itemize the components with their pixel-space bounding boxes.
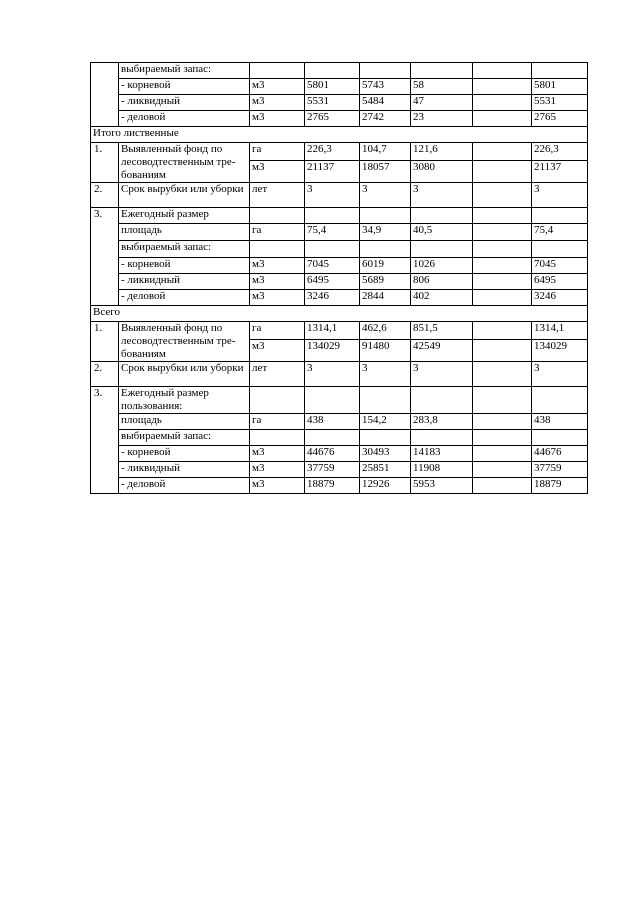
value-cell: [532, 63, 588, 79]
value-cell: 851,5: [411, 322, 473, 340]
value-cell: 75,4: [532, 224, 588, 241]
value-cell: 283,8: [411, 414, 473, 430]
value-cell: 438: [305, 414, 360, 430]
value-cell: 6495: [305, 274, 360, 290]
table-row: [91, 95, 588, 111]
value-cell: 462,6: [360, 322, 411, 340]
unit-cell: м3: [250, 258, 305, 274]
value-cell: [411, 387, 473, 414]
value-cell: 6495: [532, 274, 588, 290]
value-cell: 25851: [360, 462, 411, 478]
value-cell: [473, 478, 532, 494]
item-number: 2.: [91, 183, 119, 208]
unit-cell: м3: [250, 111, 305, 127]
unit-cell: [250, 430, 305, 446]
value-cell: 438: [532, 414, 588, 430]
value-cell: [473, 258, 532, 274]
value-cell: 3: [532, 183, 588, 208]
item-number: [91, 63, 119, 127]
unit-cell: га: [250, 143, 305, 161]
unit-cell: м3: [250, 446, 305, 462]
section-header: Итого лиственные: [91, 127, 588, 143]
value-cell: 44676: [305, 446, 360, 462]
indicator-label: площадь: [119, 224, 250, 241]
table-row: [91, 478, 588, 494]
value-cell: [411, 241, 473, 258]
value-cell: 37759: [305, 462, 360, 478]
value-cell: [473, 430, 532, 446]
indicator-label: Ежегодный размер: [119, 208, 250, 224]
value-cell: 2742: [360, 111, 411, 127]
value-cell: [473, 95, 532, 111]
unit-cell: [250, 387, 305, 414]
value-cell: 30493: [360, 446, 411, 462]
value-cell: 11908: [411, 462, 473, 478]
value-cell: 18057: [360, 161, 411, 183]
value-cell: [360, 241, 411, 258]
indicator-label: - деловой: [119, 478, 250, 494]
value-cell: 1026: [411, 258, 473, 274]
indicator-label: - ликвидный: [119, 462, 250, 478]
value-cell: 1314,1: [305, 322, 360, 340]
item-number: 1.: [91, 322, 119, 362]
table-row: [91, 183, 588, 208]
unit-cell: лет: [250, 362, 305, 387]
table-row: [91, 143, 588, 161]
value-cell: [532, 208, 588, 224]
value-cell: 6019: [360, 258, 411, 274]
unit-cell: га: [250, 322, 305, 340]
indicator-label: - деловой: [119, 111, 250, 127]
indicator-label: Ежегодный размер пользования:: [119, 387, 250, 414]
value-cell: 3: [305, 362, 360, 387]
value-cell: 18879: [305, 478, 360, 494]
value-cell: 37759: [532, 462, 588, 478]
unit-cell: м3: [250, 274, 305, 290]
value-cell: [305, 208, 360, 224]
value-cell: 18879: [532, 478, 588, 494]
unit-cell: м3: [250, 161, 305, 183]
value-cell: [473, 79, 532, 95]
indicator-label: - ликвидный: [119, 95, 250, 111]
value-cell: 75,4: [305, 224, 360, 241]
table-row: [91, 127, 588, 143]
table-row: [91, 290, 588, 306]
value-cell: 5531: [305, 95, 360, 111]
value-cell: 134029: [305, 340, 360, 362]
table-row: [91, 224, 588, 241]
value-cell: 7045: [305, 258, 360, 274]
value-cell: 5484: [360, 95, 411, 111]
value-cell: 5801: [305, 79, 360, 95]
unit-cell: м3: [250, 478, 305, 494]
value-cell: 21137: [532, 161, 588, 183]
value-cell: [473, 414, 532, 430]
table-row: [91, 63, 588, 79]
value-cell: 5689: [360, 274, 411, 290]
indicator-label: - ликвидный: [119, 274, 250, 290]
value-cell: [360, 430, 411, 446]
forest-fund-table: [90, 62, 588, 494]
unit-cell: [250, 63, 305, 79]
value-cell: [473, 322, 532, 340]
value-cell: 154,2: [360, 414, 411, 430]
value-cell: [473, 208, 532, 224]
indicator-label: площадь: [119, 414, 250, 430]
value-cell: 3080: [411, 161, 473, 183]
value-cell: 42549: [411, 340, 473, 362]
value-cell: 58: [411, 79, 473, 95]
value-cell: 1314,1: [532, 322, 588, 340]
unit-cell: [250, 241, 305, 258]
unit-cell: м3: [250, 79, 305, 95]
value-cell: [532, 241, 588, 258]
value-cell: [532, 430, 588, 446]
indicator-label: Срок вырубки или уборки: [119, 362, 250, 387]
unit-cell: м3: [250, 340, 305, 362]
value-cell: 44676: [532, 446, 588, 462]
value-cell: 5531: [532, 95, 588, 111]
value-cell: [473, 183, 532, 208]
value-cell: 7045: [532, 258, 588, 274]
value-cell: 134029: [532, 340, 588, 362]
table-row: [91, 414, 588, 430]
indicator-label: - корневой: [119, 258, 250, 274]
indicator-label: выбираемый запас:: [119, 63, 250, 79]
value-cell: 5743: [360, 79, 411, 95]
unit-cell: лет: [250, 183, 305, 208]
value-cell: [411, 208, 473, 224]
value-cell: 14183: [411, 446, 473, 462]
value-cell: 2765: [305, 111, 360, 127]
unit-cell: га: [250, 414, 305, 430]
value-cell: 3: [305, 183, 360, 208]
item-number: 1.: [91, 143, 119, 183]
value-cell: [532, 387, 588, 414]
value-cell: [360, 387, 411, 414]
value-cell: 806: [411, 274, 473, 290]
indicator-label: - корневой: [119, 79, 250, 95]
table-row: [91, 446, 588, 462]
table-row: [91, 274, 588, 290]
value-cell: [360, 208, 411, 224]
value-cell: 12926: [360, 478, 411, 494]
table-row: [91, 387, 588, 414]
table-row: [91, 111, 588, 127]
value-cell: 47: [411, 95, 473, 111]
value-cell: 3: [411, 183, 473, 208]
table-row: [91, 462, 588, 478]
value-cell: [473, 340, 532, 362]
value-cell: [473, 241, 532, 258]
table-row: [91, 208, 588, 224]
value-cell: 91480: [360, 340, 411, 362]
value-cell: [305, 241, 360, 258]
value-cell: 5801: [532, 79, 588, 95]
value-cell: [411, 63, 473, 79]
unit-cell: м3: [250, 290, 305, 306]
value-cell: 2765: [532, 111, 588, 127]
value-cell: 104,7: [360, 143, 411, 161]
table-row: [91, 430, 588, 446]
table-row: [91, 362, 588, 387]
indicator-label: Выявленный фонд по лесоводтественным тре-бованиям: [119, 322, 250, 362]
value-cell: [473, 161, 532, 183]
value-cell: 21137: [305, 161, 360, 183]
value-cell: [473, 63, 532, 79]
value-cell: 226,3: [532, 143, 588, 161]
value-cell: [473, 462, 532, 478]
value-cell: 5953: [411, 478, 473, 494]
value-cell: [473, 362, 532, 387]
value-cell: [473, 111, 532, 127]
item-number: 3.: [91, 208, 119, 306]
unit-cell: м3: [250, 462, 305, 478]
indicator-label: выбираемый запас:: [119, 241, 250, 258]
table-row: [91, 322, 588, 340]
value-cell: 3: [532, 362, 588, 387]
indicator-label: выбираемый запас:: [119, 430, 250, 446]
value-cell: [473, 446, 532, 462]
value-cell: [360, 63, 411, 79]
indicator-label: - деловой: [119, 290, 250, 306]
section-header: Всего: [91, 306, 588, 322]
value-cell: 3246: [532, 290, 588, 306]
value-cell: [473, 274, 532, 290]
value-cell: [305, 63, 360, 79]
value-cell: 40,5: [411, 224, 473, 241]
value-cell: 3: [411, 362, 473, 387]
indicator-label: - корневой: [119, 446, 250, 462]
value-cell: 121,6: [411, 143, 473, 161]
value-cell: 3: [360, 362, 411, 387]
value-cell: [473, 143, 532, 161]
item-number: 2.: [91, 362, 119, 387]
value-cell: 34,9: [360, 224, 411, 241]
indicator-label: Выявленный фонд по лесоводтественным тре-бованиям: [119, 143, 250, 183]
table-row: [91, 306, 588, 322]
value-cell: 3246: [305, 290, 360, 306]
unit-cell: м3: [250, 95, 305, 111]
unit-cell: га: [250, 224, 305, 241]
indicator-label: Срок вырубки или уборки: [119, 183, 250, 208]
value-cell: [411, 430, 473, 446]
value-cell: [473, 224, 532, 241]
value-cell: 2844: [360, 290, 411, 306]
table-body: [91, 63, 588, 494]
item-number: 3.: [91, 387, 119, 494]
value-cell: 226,3: [305, 143, 360, 161]
value-cell: [473, 387, 532, 414]
value-cell: 402: [411, 290, 473, 306]
value-cell: [305, 387, 360, 414]
table-row: [91, 258, 588, 274]
table-row: [91, 79, 588, 95]
value-cell: [305, 430, 360, 446]
table-row: [91, 241, 588, 258]
value-cell: 23: [411, 111, 473, 127]
unit-cell: [250, 208, 305, 224]
value-cell: 3: [360, 183, 411, 208]
value-cell: [473, 290, 532, 306]
